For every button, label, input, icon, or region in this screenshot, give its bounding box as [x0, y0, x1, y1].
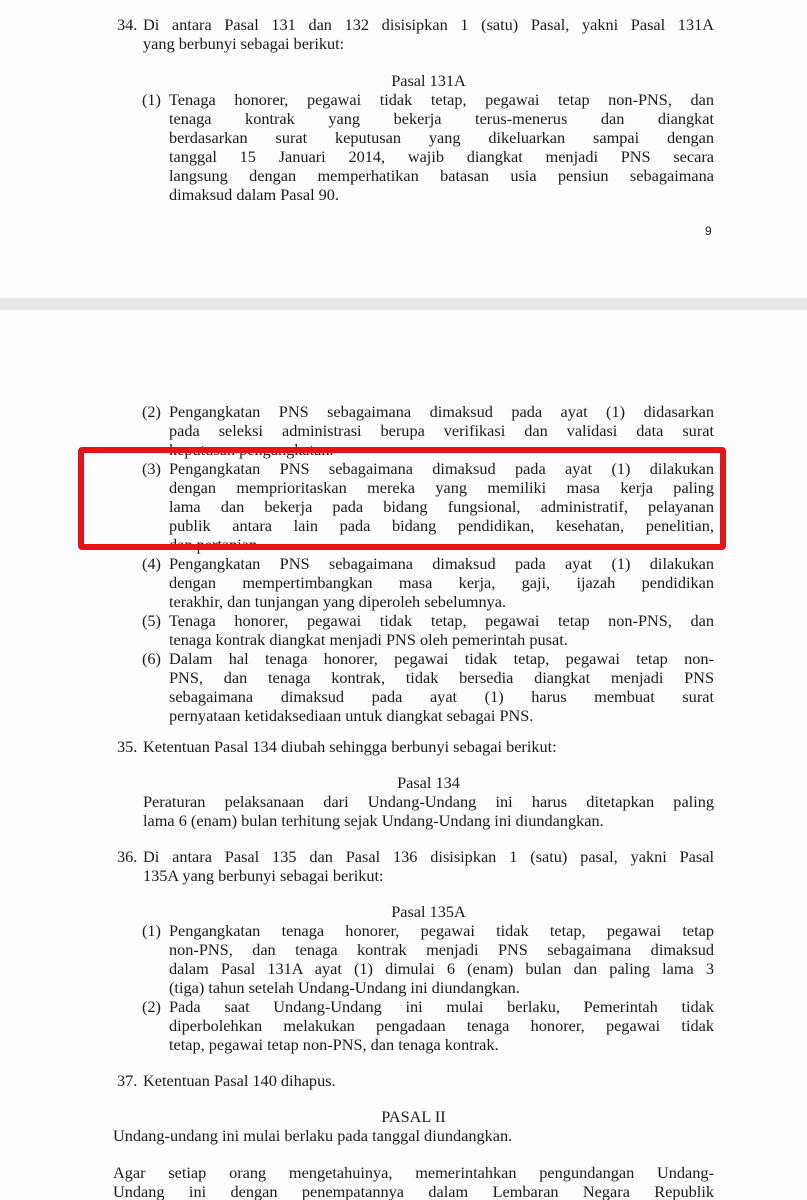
page-number: 9 [705, 224, 712, 238]
ayat-5-line: Tenaga honorer, pegawai tidak tetap, pegawai tetap non-PNS, dan [169, 611, 714, 630]
ayat-4-line: terakhir, dan tunjangan yang diperoleh sebelumnya. [169, 592, 507, 611]
item-35-number: 35. [117, 737, 138, 756]
item-37-text: Ketentuan Pasal 140 dihapus. [143, 1071, 336, 1090]
item-36-number: 36. [117, 847, 138, 866]
page-separator [0, 298, 807, 310]
pasal-135a-ayat-1-line: Pengangkatan tenaga honorer, pegawai tidak tetap, pegawai tetap [169, 921, 714, 940]
pasal-135a-ayat-2-number: (2) [142, 997, 161, 1016]
ayat-5-number: (5) [142, 611, 161, 630]
ayat-2-line: Pengangkatan PNS sebagaimana dimaksud pada ayat (1) didasarkan [169, 402, 714, 421]
item-34-text-line-2: yang berbunyi sebagai berikut: [143, 34, 345, 53]
ayat-3-number: (3) [142, 459, 161, 478]
ayat-6-line: Dalam hal tenaga honorer, pegawai tidak tetap, pegawai tetap non- [169, 649, 714, 668]
ayat-3-line: publik antara lain pada bidang pendidikan, kesehatan, penelitian, [169, 516, 714, 535]
ayat-4-line: dengan mempertimbangkan masa kerja, gaji, ijazah pendidikan [169, 573, 714, 592]
ayat-3-line: dengan memprioritaskan mereka yang memiliki masa kerja paling [169, 478, 714, 497]
closing-line: Undang ini dengan penempatannya dalam Lembaran Negara Republik [113, 1182, 714, 1200]
ayat-1-line: langsung dengan memperhatikan batasan usia pensiun sebagaimana [169, 166, 714, 185]
ayat-3-line: lama dan bekerja pada bidang fungsional, administratif, pelayanan [169, 497, 714, 516]
ayat-2-line: pada seleksi administrasi berupa verifikasi dan validasi data surat [169, 421, 714, 440]
pasal-135a-ayat-1-line: non-PNS, dan tenaga kontrak menjadi PNS sebagaimana dimaksud [169, 940, 714, 959]
document-page-top [0, 0, 807, 298]
pasal-134-line: Peraturan pelaksanaan dari Undang-Undang ini harus ditetapkan paling [143, 792, 714, 811]
ayat-1-line: tanggal 15 Januari 2014, wajib diangkat menjadi PNS secara [169, 147, 714, 166]
pasal-134-line: lama 6 (enam) bulan terhitung sejak Undang-Undang ini diundangkan. [143, 811, 604, 830]
item-37-number: 37. [117, 1071, 138, 1090]
pasal-135a-ayat-1-line: dalam Pasal 131A ayat (1) dimulai 6 (enam) bulan dan paling lama 3 [169, 959, 714, 978]
ayat-3-line: dan pertanian. [169, 535, 262, 554]
closing-line: Agar setiap orang mengetahuinya, memerintahkan pengundangan Undang- [113, 1163, 714, 1182]
ayat-5-line: tenaga kontrak diangkat menjadi PNS oleh pemerintah pusat. [169, 630, 568, 649]
pasal-135a-ayat-1-line: (tiga) tahun setelah Undang-Undang ini diundangkan. [169, 978, 520, 997]
pasal-ii-text: Undang-undang ini mulai berlaku pada tanggal diundangkan. [113, 1126, 513, 1145]
pasal-134-heading: Pasal 134 [397, 773, 460, 792]
ayat-2-line: keputusan pengangkatan. [169, 440, 334, 459]
ayat-6-line: sebagaimana dimaksud pada ayat (1) harus membuat surat [169, 687, 714, 706]
pasal-135a-ayat-2-line: tetap, pegawai tetap non-PNS, dan tenaga kontrak. [169, 1035, 499, 1054]
ayat-1-line: tenaga kontrak yang bekerja terus-menerus dan diangkat [169, 109, 714, 128]
pasal-ii-heading: PASAL II [381, 1107, 446, 1126]
ayat-1-line: berdasarkan surat keputusan yang dikeluarkan sampai dengan [169, 128, 714, 147]
pasal-135a-heading: Pasal 135A [391, 902, 466, 921]
ayat-3-line: Pengangkatan PNS sebagaimana dimaksud pada ayat (1) dilakukan [169, 459, 714, 478]
item-36-text-line-2: 135A yang berbunyi sebagai berikut: [143, 866, 384, 885]
ayat-1-line: dimaksud dalam Pasal 90. [169, 185, 340, 204]
ayat-6-number: (6) [142, 649, 161, 668]
item-36-text-line-1: Di antara Pasal 135 dan Pasal 136 disisipkan 1 (satu) pasal, yakni Pasal [143, 847, 714, 866]
ayat-6-line: pernyataan ketidaksediaan untuk diangkat sebagai PNS. [169, 706, 534, 725]
pasal-135a-ayat-2-line: diperbolehkan melakukan pengadaan tenaga honorer, pegawai tidak [169, 1016, 714, 1035]
ayat-2-number: (2) [142, 402, 161, 421]
ayat-4-number: (4) [142, 554, 161, 573]
ayat-6-line: PNS, dan tenaga kontrak, tidak bersedia diangkat menjadi PNS [169, 668, 714, 687]
item-34-text-line-1: Di antara Pasal 131 dan 132 disisipkan 1 (satu) Pasal, yakni Pasal 131A [143, 15, 714, 34]
item-34-number: 34. [117, 15, 138, 34]
item-35-text: Ketentuan Pasal 134 diubah sehingga berbunyi sebagai berikut: [143, 737, 557, 756]
ayat-1-number: (1) [142, 90, 161, 109]
ayat-1-line: Tenaga honorer, pegawai tidak tetap, pegawai tetap non-PNS, dan [169, 90, 714, 109]
ayat-4-line: Pengangkatan PNS sebagaimana dimaksud pada ayat (1) dilakukan [169, 554, 714, 573]
document-page-bottom [0, 310, 807, 1200]
pasal-131a-heading: Pasal 131A [391, 71, 466, 90]
pasal-135a-ayat-1-number: (1) [142, 921, 161, 940]
pasal-135a-ayat-2-line: Pada saat Undang-Undang ini mulai berlaku, Pemerintah tidak [169, 997, 714, 1016]
